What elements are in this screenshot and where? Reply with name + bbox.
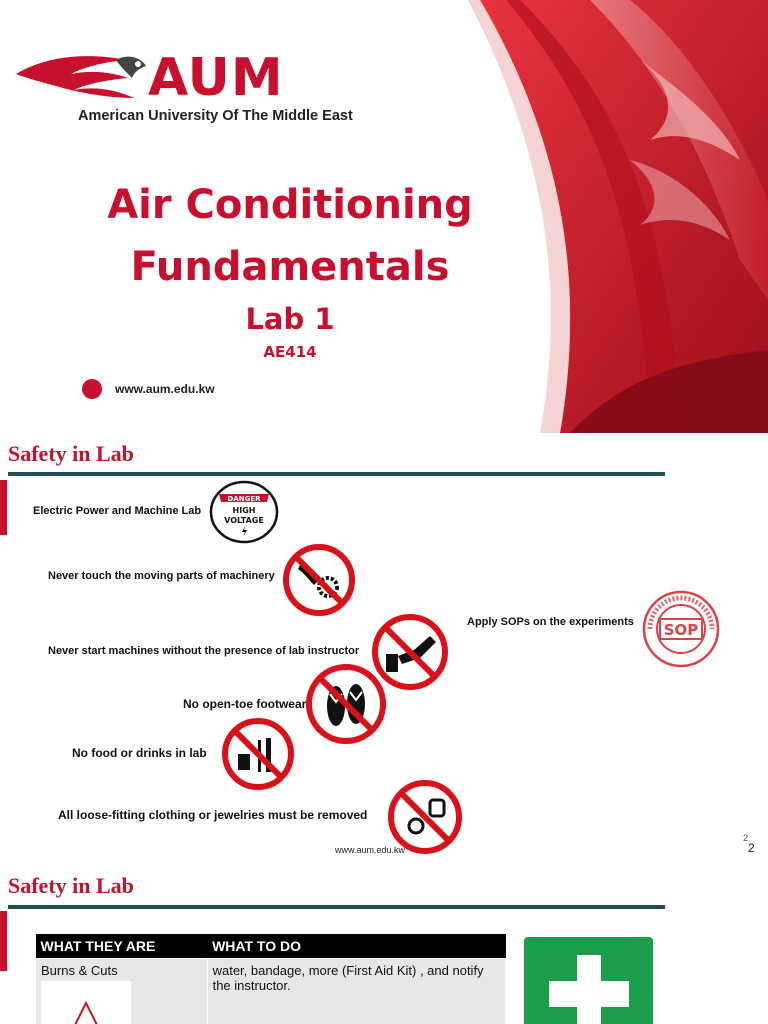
- warning-image: [41, 981, 131, 1024]
- item-no-jewelry: All loose-fitting clothing or jewelries must be removed: [58, 808, 368, 822]
- course-code: AE414: [263, 343, 317, 361]
- phoenix-logo-icon: [16, 46, 156, 106]
- slide-title: Safety in Lab: [8, 873, 134, 898]
- title-slide: [0, 0, 768, 433]
- item-no-open-toe: No open-toe footwear: [183, 697, 307, 711]
- column-header: WHAT TO DO: [207, 934, 505, 959]
- no-food-drink-icon: [220, 716, 296, 792]
- voltage-label: VOLTAGE: [224, 516, 264, 525]
- table-header-row: [36, 934, 506, 959]
- page-number: 2: [748, 841, 755, 855]
- slide-title: Safety in Lab: [8, 441, 134, 466]
- title-rule: [8, 905, 665, 909]
- left-accent-bar: [0, 911, 7, 971]
- high-label: HIGH: [232, 506, 256, 515]
- bullet-dot-icon: [82, 379, 102, 399]
- website-link[interactable]: www.aum.edu.kw: [115, 382, 215, 396]
- page-number-overlay: 2: [743, 833, 749, 843]
- item-no-start: Never start machines without the presence of lab instructor: [48, 645, 360, 657]
- item-no-food: No food or drinks in lab: [72, 746, 207, 760]
- item-apply-sop: Apply SOPs on the experiments: [467, 616, 634, 628]
- safety-table: [35, 934, 506, 1024]
- title-rule: [8, 472, 665, 476]
- title-line-2: Fundamentals: [130, 244, 450, 290]
- first-aid-cross-icon: [549, 955, 629, 1024]
- no-touch-machinery-icon: [282, 543, 356, 617]
- item-electric-lab: Electric Power and Machine Lab: [33, 505, 202, 517]
- first-aid-sign: [524, 937, 653, 1024]
- table-cell: [36, 959, 208, 1024]
- table-cell: water, bandage, more (First Aid Kit) , and notify the instructor.: [207, 959, 505, 1024]
- high-voltage-sign-icon: [209, 480, 279, 544]
- university-name: American University Of The Middle East: [78, 108, 353, 124]
- title-line-1: Air Conditioning: [107, 182, 473, 228]
- sop-stamp-icon: [638, 589, 724, 669]
- no-open-toe-footwear-icon: [304, 662, 388, 746]
- cell-label: Burns & Cuts: [41, 963, 118, 978]
- item-no-touch: Never touch the moving parts of machinery: [48, 570, 275, 582]
- logo-text: AUM: [148, 48, 284, 108]
- footer-website[interactable]: www.aum.edu.kw: [335, 845, 406, 855]
- warning-triangle-icon: [66, 1001, 106, 1024]
- sop-center-text: SOP: [663, 621, 699, 639]
- subtitle: Lab 1: [245, 302, 335, 336]
- left-accent-bar: [0, 480, 7, 535]
- column-header: WHAT THEY ARE: [36, 934, 208, 959]
- safety-slide: [0, 433, 768, 865]
- table-row: [36, 959, 506, 1024]
- danger-label: DANGER: [227, 495, 261, 503]
- safety-table-slide: [0, 865, 768, 1024]
